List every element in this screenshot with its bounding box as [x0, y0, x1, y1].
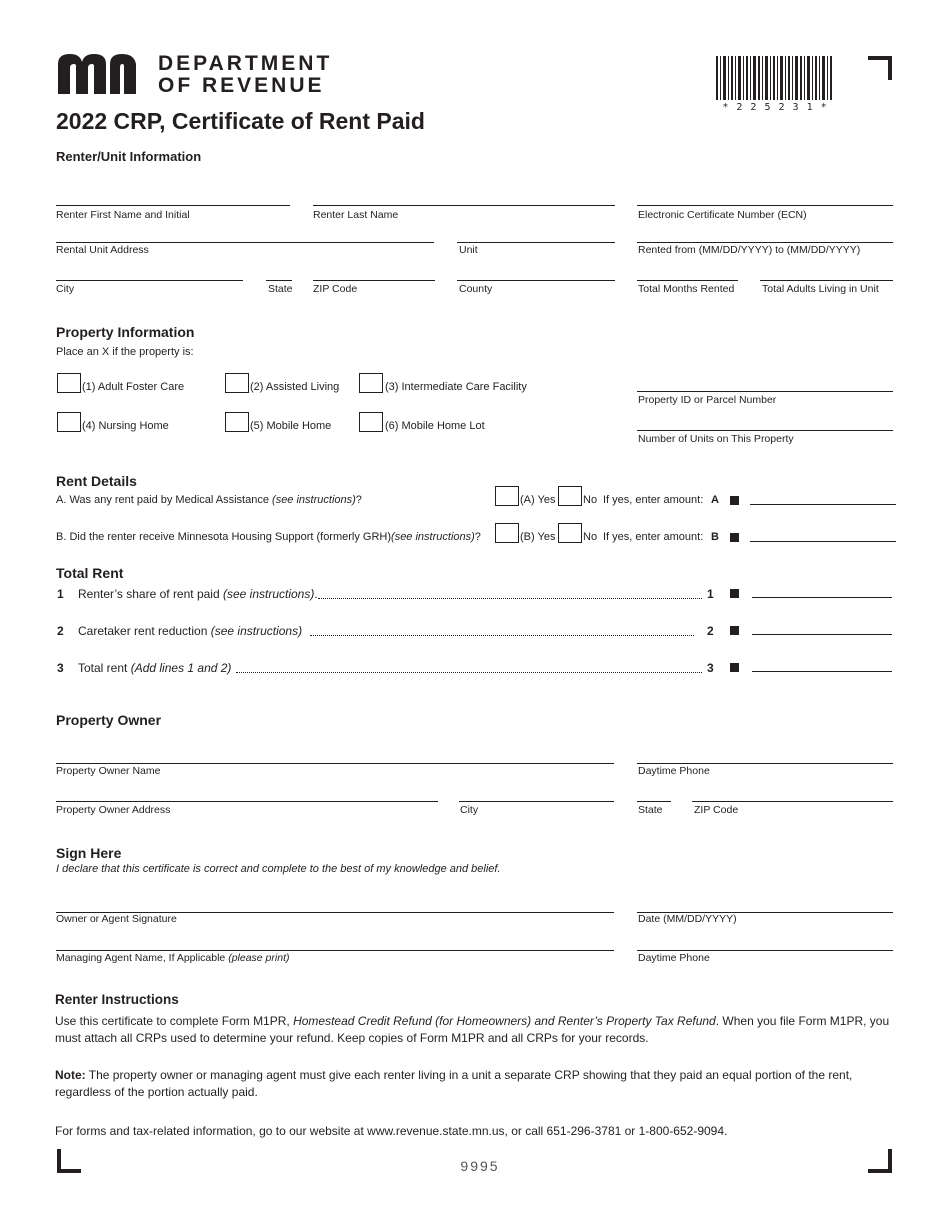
dept-line-1: DEPARTMENT [158, 52, 333, 75]
agent-name-field[interactable] [56, 950, 614, 951]
rent-details-heading: Rent Details [56, 473, 137, 489]
parcel-number-field[interactable] [637, 391, 893, 392]
total-adults-field[interactable] [760, 280, 893, 281]
rent-line-2-number: 2 [57, 624, 64, 638]
rent-line-1-leader [318, 598, 702, 599]
rent-line-2-text [78, 624, 302, 638]
property-section-heading: Property Information [56, 324, 195, 340]
question-b-italic: (see instructions) [391, 531, 475, 543]
checkbox-nursing-home[interactable] [57, 412, 81, 432]
rental-address-field[interactable] [56, 242, 434, 243]
rent-line-2-field[interactable] [752, 634, 892, 635]
rent-line-3-text [78, 661, 231, 675]
rent-line-2-marker [730, 626, 739, 635]
owner-zip-field[interactable] [692, 801, 893, 802]
unit-label: Unit [459, 244, 478, 256]
b-amount-letter: B [711, 531, 719, 543]
sign-declaration: I declare that this certificate is correct and complete to the best of my knowledge and belief. [56, 863, 501, 875]
agent-name-label [56, 952, 289, 964]
rent-line-3-leader [236, 672, 702, 673]
corner-mark-bottom-left [57, 1149, 81, 1173]
owner-zip-label: ZIP Code [694, 804, 739, 816]
instructions-p1-end: . When you file Form M1PR, you must attach all CRPs used to determine your refund. Keep copies of Form M1PR and all CRPs for your records. [55, 1014, 890, 1045]
rent-line-1-italic: (see instructions) [222, 587, 315, 601]
rent-line-3-field[interactable] [752, 671, 892, 672]
zip-field[interactable] [313, 280, 435, 281]
owner-phone-label: Daytime Phone [638, 765, 710, 777]
instructions-paragraph-1 [55, 1013, 895, 1047]
rent-line-1-label: Renter’s share of rent paid [78, 587, 223, 601]
owner-address-field[interactable] [56, 801, 438, 802]
form-title: 2022 CRP, Certificate of Rent Paid [56, 108, 425, 134]
mn-logo-mark [56, 52, 152, 96]
rent-line-2-ref: 2 [707, 624, 714, 638]
rent-line-1-field[interactable] [752, 597, 892, 598]
renter-first-name-field[interactable] [56, 205, 290, 206]
ecn-label: Electronic Certificate Number (ECN) [638, 209, 807, 221]
checkbox-a-yes[interactable] [495, 486, 519, 506]
total-adults-label: Total Adults Living in Unit [762, 283, 879, 295]
rent-line-1-text [78, 587, 318, 601]
parcel-number-label: Property ID or Parcel Number [638, 394, 777, 406]
checkbox-intermediate-care[interactable] [359, 373, 383, 393]
agent-name-italic: (please print) [228, 952, 290, 964]
state-field[interactable] [266, 280, 292, 281]
question-b-end: ? [474, 531, 481, 543]
owner-address-label: Property Owner Address [56, 804, 171, 816]
checkbox-mobile-home[interactable] [225, 412, 249, 432]
agent-name-text: Managing Agent Name, If Applicable [56, 952, 229, 964]
corner-mark-bottom-right [868, 1149, 892, 1173]
owner-section-heading: Property Owner [56, 712, 162, 728]
b-amount-label: If yes, enter amount: [603, 531, 704, 543]
rent-line-3-ref: 3 [707, 661, 714, 675]
a-amount-marker [730, 496, 739, 505]
b-yes-label: (B) Yes [520, 531, 556, 543]
rented-dates-label: Rented from (MM/DD/YYYY) to (MM/DD/YYYY) [638, 244, 861, 256]
checkbox-mobile-home-lot[interactable] [359, 412, 383, 432]
option-mobile-home-label: (5) Mobile Home [250, 420, 332, 432]
city-label: City [56, 283, 75, 295]
rent-line-3-number: 3 [57, 661, 64, 675]
owner-state-label: State [638, 804, 663, 816]
barcode [716, 56, 834, 100]
checkbox-assisted-living[interactable] [225, 373, 249, 393]
sign-date-label: Date (MM/DD/YYYY) [638, 913, 737, 925]
rent-line-1-end: . [314, 587, 318, 601]
checkbox-adult-foster-care[interactable] [57, 373, 81, 393]
renter-last-name-label: Renter Last Name [313, 209, 399, 221]
question-b [56, 531, 481, 543]
checkbox-a-no[interactable] [558, 486, 582, 506]
instructions-p1-italic: Homestead Credit Refund (for Homeowners) and Renter’s Property Tax Refund [293, 1014, 716, 1028]
b-no-label: No [583, 531, 598, 543]
option-mobile-home-lot-label: (6) Mobile Home Lot [385, 420, 485, 432]
question-a [56, 494, 362, 506]
rent-line-1-ref: 1 [707, 587, 714, 601]
dept-line-2: OF REVENUE [158, 74, 325, 97]
option-intermediate-care-label: (3) Intermediate Care Facility [385, 381, 527, 393]
form-number: 9995 [460, 1158, 500, 1174]
units-count-label: Number of Units on This Property [638, 433, 794, 445]
b-amount-marker [730, 533, 739, 542]
a-yes-label: (A) Yes [520, 494, 556, 506]
note-label: Note: [55, 1068, 86, 1082]
question-a-end: ? [355, 494, 362, 506]
owner-state-field[interactable] [637, 801, 671, 802]
county-label: County [459, 283, 493, 295]
option-nursing-home-label: (4) Nursing Home [82, 420, 169, 432]
question-b-text: B. Did the renter receive Minnesota Housing Support (formerly GRH) [56, 531, 392, 543]
zip-label: ZIP Code [313, 283, 358, 295]
property-instruction: Place an X if the property is: [56, 346, 194, 358]
barcode-bars [716, 56, 834, 100]
barcode-text: * 2 2 5 2 3 1 * [722, 102, 828, 113]
owner-phone-field[interactable] [637, 763, 893, 764]
unit-field[interactable] [457, 242, 615, 243]
rent-line-2-leader [310, 635, 694, 636]
signature-label: Owner or Agent Signature [56, 913, 177, 925]
agent-phone-field[interactable] [637, 950, 893, 951]
renter-first-name-label: Renter First Name and Initial [56, 209, 190, 221]
corner-mark-top-right [868, 56, 892, 80]
instructions-heading: Renter Instructions [55, 992, 179, 1007]
renter-section-heading: Renter/Unit Information [56, 149, 202, 164]
sign-section-heading: Sign Here [56, 845, 122, 861]
rent-line-2-italic: (see instructions) [210, 624, 303, 638]
rent-line-2-label: Caretaker rent reduction [78, 624, 211, 638]
units-count-field[interactable] [637, 430, 893, 431]
a-amount-field[interactable] [750, 504, 896, 505]
note-text: The property owner or managing agent must give each renter living in a unit a separate CRP showing that they paid an equal portion of the rent, regardless of the portion actually paid. [55, 1068, 853, 1099]
question-a-text: A. Was any rent paid by Medical Assistance [56, 494, 273, 506]
owner-city-label: City [460, 804, 479, 816]
total-months-field[interactable] [637, 280, 738, 281]
checkbox-b-no[interactable] [558, 523, 582, 543]
total-months-label: Total Months Rented [638, 283, 735, 295]
a-amount-letter: A [711, 494, 719, 506]
option-adult-foster-care-label: (1) Adult Foster Care [82, 381, 185, 393]
rental-address-label: Rental Unit Address [56, 244, 149, 256]
rent-line-3-italic: (Add lines 1 and 2) [130, 661, 232, 675]
checkbox-b-yes[interactable] [495, 523, 519, 543]
revenue-logo [56, 52, 336, 98]
instructions-contact: For forms and tax-related information, go to our website at www.revenue.state.mn.us, or call 651-296-3781 or 1-800-652-9094. [55, 1124, 728, 1138]
rent-line-3-marker [730, 663, 739, 672]
total-rent-heading: Total Rent [56, 565, 124, 581]
owner-name-label: Property Owner Name [56, 765, 161, 777]
state-label: State [268, 283, 293, 295]
b-amount-field[interactable] [750, 541, 896, 542]
rented-dates-field[interactable] [637, 242, 893, 243]
question-a-italic: (see instructions) [272, 494, 356, 506]
option-assisted-living-label: (2) Assisted Living [250, 381, 340, 393]
city-field[interactable] [56, 280, 243, 281]
agent-phone-label: Daytime Phone [638, 952, 710, 964]
renter-last-name-field[interactable] [313, 205, 615, 206]
instructions-note [55, 1067, 895, 1101]
rent-line-1-marker [730, 589, 739, 598]
instructions-p1-start: Use this certificate to complete Form M1PR, [55, 1014, 294, 1028]
rent-line-3-label: Total rent [78, 661, 131, 675]
owner-name-field[interactable] [56, 763, 614, 764]
county-field[interactable] [457, 280, 615, 281]
rent-line-1-number: 1 [57, 587, 64, 601]
owner-city-field[interactable] [459, 801, 614, 802]
a-amount-label: If yes, enter amount: [603, 494, 704, 506]
a-no-label: No [583, 494, 598, 506]
ecn-field[interactable] [637, 205, 893, 206]
